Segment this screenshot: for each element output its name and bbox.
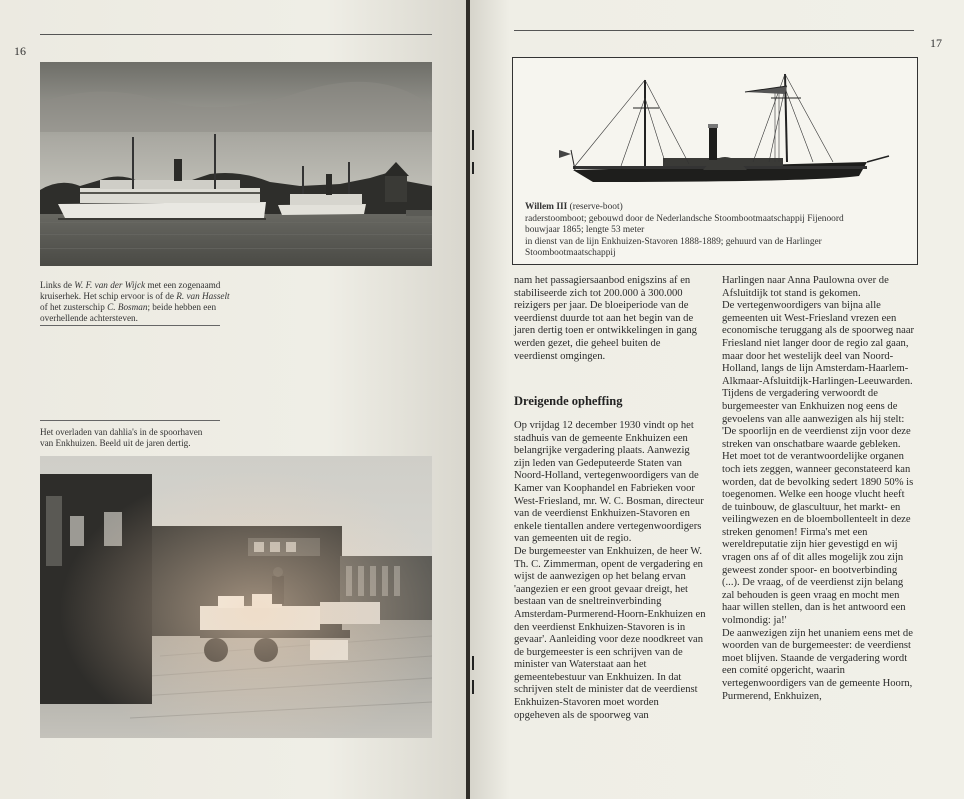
railway-harbour-photo <box>40 456 432 738</box>
figure-caption-line: raderstoomboot; gebouwd door de Nederlandsche Stoombootmaatschappij Fijenoord <box>525 213 844 224</box>
caption-text: ; beide hebben een overhellende achtersteven. <box>40 302 217 323</box>
figure-title-suffix: (reserve-boot) <box>567 202 623 212</box>
steamships-photo-image <box>40 62 432 266</box>
figure-title: Willem III <box>525 202 568 212</box>
photo1-caption <box>40 280 230 324</box>
text-column-2 <box>722 275 916 739</box>
willem-iii-figure <box>512 57 918 265</box>
paddle-steamer-drawing <box>513 58 917 198</box>
text-column-1 <box>514 275 706 363</box>
page-number-right: 17 <box>930 36 942 50</box>
caption-text: met een zogenaamd kruiserhek. Het schip ervoor is of de <box>40 280 221 301</box>
text-column-1-body <box>514 420 706 738</box>
paragraph-mayor: De burgemeester van Enkhuizen, de heer W. Th. C. Zimmerman, opent de vergadering en wijst de aanwezigen op het belang ervan 'aangezien er een groot gevaar dreigt, het bestaan van de sneltreinverbinding Amsterdam-Purmerend-Hoorn-Enkhuizen en den veerdienst Enkhuizen-Stavoren is in gevaar'. Aanleiding voor deze noodkreet van de burgemeester is een schrijven van de minister van Waterstaat aan het gemeentebestuur van Enkhuizen. In dat schrijven stelt de minister dat de veerdienst Enkhuizen-Stavoren moet worden opgeheven als de spoorweg van <box>514 545 706 721</box>
photo2-caption: Het overladen van dahlia's in de spoorhaven van Enkhuizen. Beeld uit de jaren dertig. <box>40 427 203 448</box>
caption-text: of het zusterschip <box>40 302 108 312</box>
steamships-photo <box>40 62 432 266</box>
ship-name: C. Bosman <box>107 302 148 312</box>
figure-caption-title <box>525 202 909 214</box>
ship-name: R. van Hasselt <box>176 291 230 301</box>
figure-caption-line: bouwjaar 1865; lengte 53 meter <box>525 225 645 235</box>
fold-mark <box>472 130 474 150</box>
right-page <box>470 0 964 799</box>
fold-mark <box>472 656 474 670</box>
fold-mark <box>472 680 474 694</box>
railway-harbour-photo-image <box>40 456 432 738</box>
paragraph-committee: De aanwezigen zijn het unaniem eens met de woorden van de burgemeester: de veerdienst moet blijven. Staande de vergadering wordt een comité opgericht, waarin vertegenwoordigers van de gemeente Hoorn, Purmerend, Enkhuizen, <box>722 627 913 702</box>
page-number-left: 16 <box>14 44 26 58</box>
fold-mark <box>472 162 474 174</box>
ship-name: W. F. van der Wijck <box>74 280 146 290</box>
paragraph-afsluitdijk: Harlingen naar Anna Paulowna over de Afsluitdijk tot stand is gekomen. <box>722 275 889 299</box>
paragraph-quote: Tijdens de vergadering verwoordt de burgemeester van Enkhuizen nog eens de gevoelens van alle aanwezigen als hij stelt: 'De spoorlijn en de veerdienst zijn voor deze streken van onschatbare waarde gebleken. Het moet tot de verantwoordelijke organen toch iets zeggen, wanneer geconstateerd kan worden, dat de bevolking sedert 1890 50% is toegenomen. Welke een hooge vlucht heeft de tuinbouw, de glascultuur, het markt- en veilingwezen en de bloembollenteelt in deze streken genomen! Firma's met een wereldreputatie zijn hier gevestigd en wij vragen ons af of dit alles mogelijk zou zijn geweest zonder spoor- en bootverbinding (...). De vraag, of de veerdienst zijn belang zal behouden is geen vraag en mocht men haar willen stellen, dan is het antwoord een volmondig: ja!' <box>722 388 914 627</box>
figure-caption <box>525 202 909 260</box>
figure-caption-line: in dienst van de lijn Enkhuizen-Stavoren 1888-1889; gehuurd van de Harlinger <box>525 236 822 247</box>
paragraph-col1-top: nam het passagiersaanbod enigszins af en stabiliseerde zich tot 200.000 à 300.000 reizigers per jaar. De bloeiperiode van de veerdienst duurde tot aan het begin van de jaren dertig toen er ontwikkelingen in gang werden gezet, die geheel buiten de veerdienst omgingen. <box>514 275 697 362</box>
caption1-rule <box>40 325 220 326</box>
caption2-rule <box>40 420 220 421</box>
paragraph-westfriesland: De vertegenwoordigers van bijna alle gemeenten uit West-Friesland vrezen een economische teruggang als de spoorweg naar Friesland niet langer door de regio zal gaan, maar door het westelijk deel van Noord-Holland, langs de lijn Amsterdam-Haarlem-Alkmaar-Afsluitdijk-Harlingen-Leeuwarden. <box>722 300 915 387</box>
paragraph-meeting: Op vrijdag 12 december 1930 vindt op het stadhuis van de gemeente Enkhuizen een belangrijke vergadering plaats. Aanwezig zijn leden van Gedeputeerde Staten van Noord-Holland, vertegenwoordigers van de Kamer van Koophandel en Fabrieken voor West-Friesland, mr. W. C. Bosman, directeur van de veerdienst Enkhuizen-Stavoren en enkele tientallen andere vertegenwoordigers van gemeenten uit de regio. <box>514 420 704 545</box>
top-rule-left <box>40 34 432 35</box>
caption-text: Links de <box>40 280 75 290</box>
left-page <box>0 0 466 799</box>
figure-caption-line: Stoombootmaatschappij <box>525 248 616 258</box>
top-rule-right <box>514 30 914 31</box>
section-heading: Dreigende opheffing <box>514 394 623 408</box>
